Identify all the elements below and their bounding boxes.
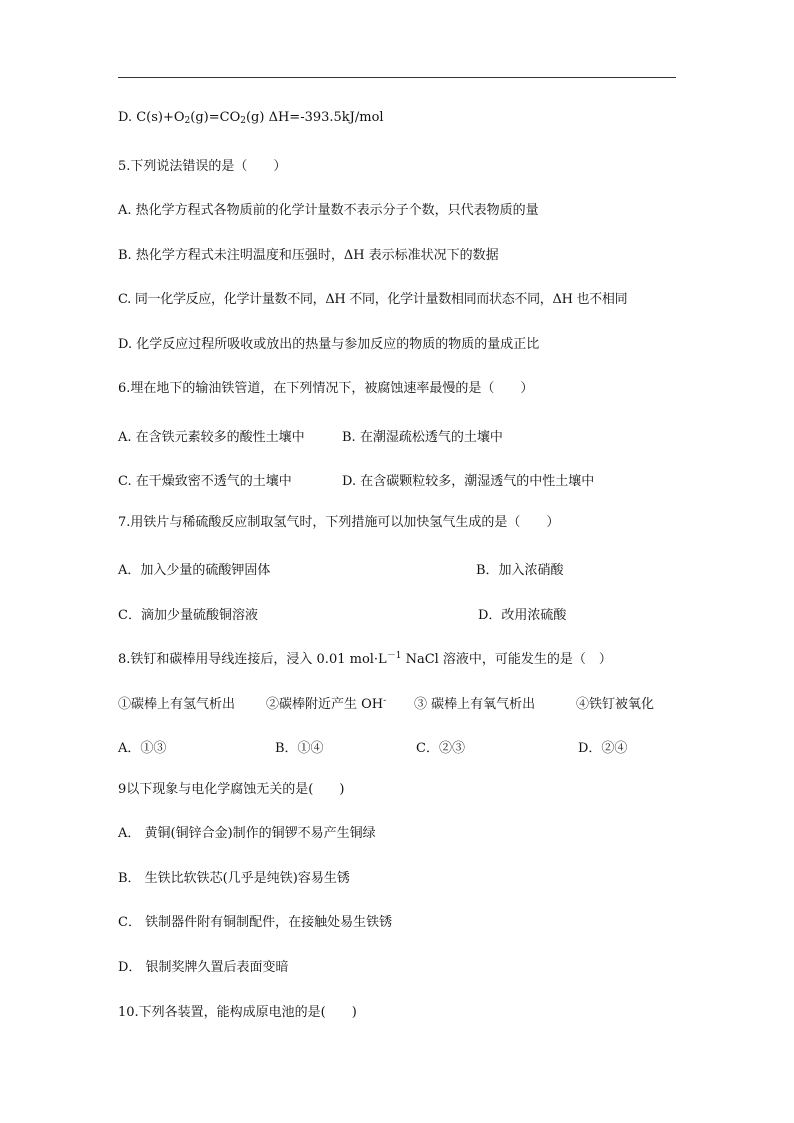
- q6-option-c: C. 在干燥致密不透气的土壤中: [118, 474, 292, 489]
- q7-stem: 7.用铁片与稀硫酸反应制取氢气时，下列措施可以加快氢气生成的是（ ）: [118, 515, 560, 530]
- q7-option-b: B．加入浓硝酸: [476, 563, 564, 578]
- q8-stem-text: NaCl 溶液中，可能发生的是（ ）: [401, 652, 612, 667]
- q4-option-d: [118, 110, 384, 129]
- q8-item-2-text: ②碳棒附近产生 OH: [266, 697, 384, 712]
- q4-subscript: 2: [240, 116, 246, 126]
- q9-option-d: D． 银制奖牌久置后表面变暗: [118, 960, 289, 975]
- q8-stem-text: 8.铁钉和碳棒用导线连接后，浸入 0.01 mol·L: [118, 652, 387, 667]
- q5-option-c: C. 同一化学反应，化学计量数不同，ΔH 不同，化学计量数相同而状态不同，ΔH 也不相同: [118, 292, 628, 307]
- q8-item-3: ③ 碳棒上有氧气析出: [414, 697, 536, 712]
- q8-option-b: B．①④: [275, 741, 324, 756]
- q7-option-d: D．改用浓硫酸: [478, 608, 567, 623]
- q8-superscript: －1: [386, 651, 402, 661]
- q5-option-d: D. 化学反应过程所吸收或放出的热量与参加反应的物质的物质的量成正比: [118, 337, 540, 352]
- q5-option-b: B. 热化学方程式未注明温度和压强时，ΔH 表示标准状况下的数据: [118, 248, 499, 263]
- q8-item-1: ①碳棒上有氢气析出: [118, 697, 236, 712]
- q4-option-d-label: D.: [118, 110, 137, 125]
- q8-option-c: C．②③: [416, 741, 465, 756]
- q8-item-2-superscript: -: [383, 696, 387, 706]
- q9-option-a: A． 黄铜(铜锌合金)制作的铜锣不易产生铜绿: [118, 826, 376, 841]
- q8-item-2: [266, 693, 386, 712]
- q8-item-4: ④铁钉被氧化: [576, 697, 655, 712]
- q4-subscript: 2: [184, 116, 191, 126]
- q10-stem: 10.下列各装置，能构成原电池的是( ): [118, 1005, 357, 1020]
- q9-stem: 9以下现象与电化学腐蚀无关的是( ): [118, 782, 345, 797]
- q9-option-c: C． 铁制器件附有铜制配件，在接触处易生铁锈: [118, 915, 393, 930]
- q7-option-a: A．加入少量的硫酸钾固体: [118, 563, 271, 578]
- q6-option-a: A. 在含铁元素较多的酸性土壤中: [118, 430, 305, 445]
- q9-option-b: B． 生铁比软铁芯(几乎是纯铁)容易生锈: [118, 871, 350, 886]
- q5-option-a: A. 热化学方程式各物质前的化学计量数不表示分子个数，只代表物质的量: [118, 203, 539, 218]
- q8-option-d: D．②④: [578, 741, 628, 756]
- q6-stem: 6.埋在地下的输油铁管道，在下列情况下，被腐蚀速率最慢的是（ ）: [118, 381, 534, 396]
- q7-option-c: C．滴加少量硫酸铜溶液: [118, 608, 258, 623]
- q6-option-d: D. 在含碳颗粒较多，潮湿透气的中性土壤中: [342, 474, 595, 489]
- q4-formula-part: (g)=CO: [190, 110, 241, 125]
- q4-formula-part: C(s)+O: [136, 110, 185, 125]
- q5-stem: 5.下列说法错误的是（ ）: [118, 159, 287, 174]
- q6-option-b: B. 在潮湿疏松透气的土壤中: [342, 430, 503, 445]
- header-rule: [118, 77, 676, 78]
- q4-formula-part: (g) ΔH=-393.5kJ/mol: [245, 110, 384, 125]
- q8-option-a: A．①③: [118, 741, 167, 756]
- q8-stem: [118, 648, 612, 668]
